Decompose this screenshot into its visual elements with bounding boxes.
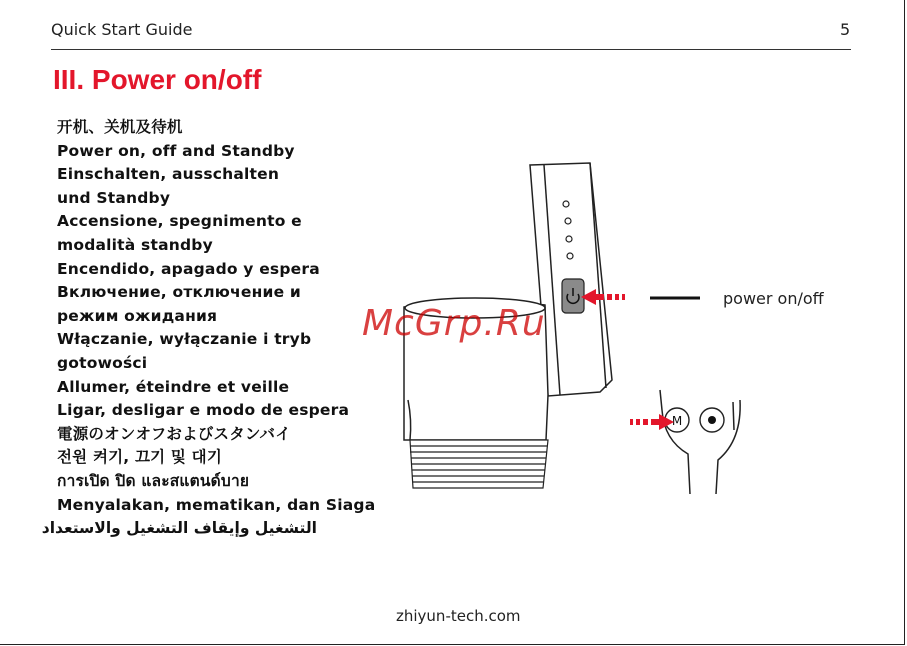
lang-title-russian-line2: режим ожидания — [57, 306, 218, 325]
lang-title-german-line2: und Standby — [57, 188, 171, 207]
lang-title-german-line1: Einschalten, ausschalten — [57, 165, 280, 184]
language-title-list — [41, 116, 397, 541]
mode-button-letter: M — [671, 414, 683, 428]
footer-url[interactable]: zhiyun-tech.com — [396, 607, 521, 625]
handle-body — [660, 390, 740, 494]
lang-title-arabic: التشغيل وإيقاف التشغيل والاستعداد — [41, 519, 317, 538]
watermark: McGrp.Ru — [362, 303, 546, 344]
power-button-icon — [562, 279, 584, 313]
power-callout-label: power on/off — [723, 289, 824, 308]
lang-title-indonesian: Menyalakan, mematikan, dan Siaga — [57, 495, 376, 514]
lang-title-english: Power on, off and Standby — [57, 141, 295, 160]
section-title: III. Power on/off — [53, 64, 262, 95]
lang-title-polish-line1: Włączanie, wyłączanie i tryb — [57, 330, 312, 349]
lang-title-russian-line1: Включение, отключение и — [57, 283, 301, 302]
page-number: 5 — [840, 20, 851, 39]
header-rule — [51, 49, 851, 50]
lang-title-spanish: Encendido, apagado y espera — [57, 259, 320, 278]
lang-title-portuguese: Ligar, desligar e modo de espera — [57, 401, 350, 420]
lang-title-korean: 전원 켜기, 끄기 및 대기 — [57, 448, 223, 467]
lang-title-french: Allumer, éteindre et veille — [57, 377, 290, 396]
lang-title-italian-line2: modalità standby — [57, 235, 213, 254]
lang-title-polish-line2: gotowości — [57, 353, 148, 372]
lang-title-chinese-simplified: 开机、关机及待机 — [57, 118, 183, 136]
lang-title-japanese: 電源のオンオフおよびスタンバイ — [57, 424, 291, 443]
lang-title-thai: การเปิด ปิด และสแตนด์บาย — [57, 471, 250, 490]
record-button-icon — [700, 408, 724, 432]
lang-title-italian-line1: Accensione, spegnimento e — [57, 212, 302, 231]
ribbed-ring — [410, 440, 548, 488]
header-title: Quick Start Guide — [51, 20, 193, 39]
